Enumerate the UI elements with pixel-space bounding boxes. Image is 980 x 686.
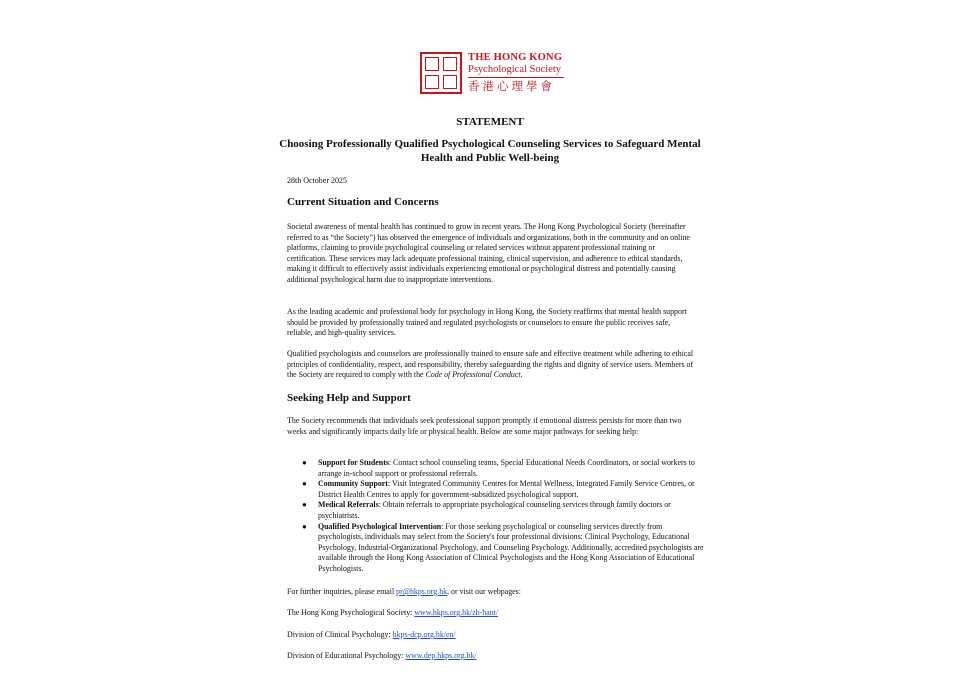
webpage-line	[287, 608, 498, 617]
dep-webpage-link[interactable]: www.dep.hkps.org.hk/	[405, 651, 477, 660]
bullet-icon: ●	[302, 521, 307, 531]
list-item-title: Support for Students	[318, 458, 389, 467]
contact-line	[287, 587, 521, 596]
section-heading-current-situation: Current Situation and Concerns	[287, 196, 439, 208]
bullet-icon: ●	[302, 479, 307, 489]
webpage-line	[287, 630, 456, 639]
bullet-icon: ●	[302, 458, 307, 467]
list-item-title: Medical Referrals	[318, 500, 379, 510]
paragraph-text: Qualified psychologists and counselors are professionally trained to ensure safe and effective treatment while adhering to ethical principles of confidentiality, respect, and responsibility, thereby safeguarding the rights and dignity of service users. Members of the Society are required to comply with the	[287, 349, 694, 380]
email-link[interactable]: pr@hkps.org.hk	[396, 587, 448, 596]
list-item-text: : Obtain referrals to appropriate psychological counseling services through family doctors or psychiatrists.	[318, 500, 671, 520]
contact-suffix: , or visit our webpages:	[447, 587, 521, 596]
dcp-webpage-link[interactable]: hkps-dcp.org.hk/en/	[392, 630, 456, 639]
contact-prefix: For further inquiries, please email	[287, 587, 397, 596]
statement-date: 28th October 2025	[287, 176, 347, 185]
webpage-label: Division of Clinical Psychology:	[287, 630, 393, 639]
list-item	[287, 522, 707, 575]
webpage-label: The Hong Kong Psychological Society:	[287, 608, 415, 617]
section-heading-seeking-help: Seeking Help and Support	[287, 392, 411, 404]
seal-icon	[420, 52, 462, 94]
bullet-icon: ●	[302, 500, 307, 510]
paragraph: As the leading academic and professional body for psychology in Hong Kong, the Society reaffirms that mental health support should be provided by professionally trained and regulated psychologists or counselors to ensure the public receives safe, reliable, and high-quality services.	[287, 307, 687, 338]
paragraph	[287, 349, 697, 381]
list-item	[287, 500, 707, 521]
list-item-title: Qualified Psychological Intervention	[318, 521, 442, 531]
hkps-webpage-link[interactable]: www.hkps.org.hk/zh-hant/	[414, 608, 499, 617]
list-item-text: : Visit Integrated Community Centres for Mental Wellness, Integrated Family Service Centres, or District Health Centres to apply for government-subsidized psychological support.	[318, 479, 695, 499]
list-item	[287, 458, 707, 479]
logo-name-zh: 香港心理學會	[468, 79, 555, 93]
help-pathways-list	[287, 458, 707, 575]
list-item-title: Community Support	[318, 479, 388, 489]
logo-name-en-line1: THE HONG KONG	[468, 52, 563, 63]
webpage-line	[287, 651, 477, 660]
list-item	[287, 479, 707, 500]
statement-label: STATEMENT	[456, 116, 524, 128]
code-of-conduct-title: Code of Professional Conduct	[425, 370, 521, 380]
hkps-logo	[420, 52, 570, 98]
paragraph: Societal awareness of mental health has continued to grow in recent years. The Hong Kong Psychological Society (hereinafter referred to as “the Society”) has observed the emergence of individuals and organizations, both in the community and on online platforms, claiming to provide psychological counseling or related services without apparent professional training or certification. These services may lack adequate professional training, clinical supervision, and adherence to ethical standards, making it difficult to effectively assist individuals experiencing emotional or psychological distress and potentially causing additional psychological harm due to inappropriate interventions.	[287, 222, 690, 284]
list-item-text: : Contact school counseling teams, Special Educational Needs Coordinators, or social workers to arrange in-school support or professional referrals.	[318, 458, 695, 478]
logo-name-en-line2: Psychological Society	[468, 64, 562, 75]
webpage-label: Division of Educational Psychology:	[287, 651, 406, 660]
list-item-text: : For those seeking psychological or counseling services directly from psychologists, individuals may select from the Society's four professional divisions: Clinical Psychology, Educational Psychology, Industrial-Organizational Psychology, and Counseling Psychology. Additionally, accredited psychologists are available through the Hong Kong Association of Clinical Psychologists and the Hong Kong Association of Educational Psychologists.	[318, 521, 704, 573]
paragraph-end: .	[520, 370, 523, 380]
statement-title: Choosing Professionally Qualified Psychological Counseling Services to Safeguard Mental Health and Public Well-being	[279, 138, 701, 164]
paragraph: The Society recommends that individuals seek professional support promptly if emotional distress persists for more than two weeks and significantly impacts daily life or physical health. Below are some major pathways for seeking help:	[287, 416, 682, 436]
